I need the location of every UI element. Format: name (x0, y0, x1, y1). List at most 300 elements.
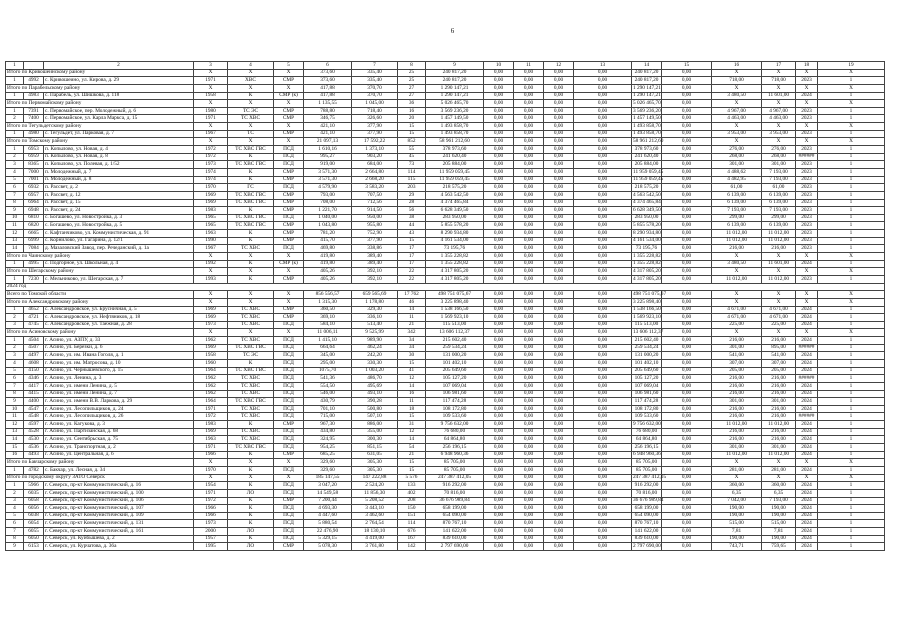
table-cell: X (228, 69, 274, 77)
table-cell: 419,80 (304, 260, 352, 268)
table-cell: 1 (818, 77, 885, 85)
table-cell: 2024 (796, 359, 818, 367)
table-cell: 4346 (24, 375, 44, 383)
table-cell: 421,10 (304, 130, 352, 138)
table-cell: X (818, 474, 885, 482)
table-cell: г. Северск, ул. Куйбышева, д. 2 (44, 535, 194, 543)
table-cell: 268,00 (762, 153, 796, 161)
table-cell: 2 797 690,00 (633, 543, 661, 550)
table-cell: 4 671,00 (712, 306, 762, 314)
table-cell: 2024 (796, 451, 818, 459)
table-cell: 546,00 (304, 390, 352, 398)
subtotal-label: Итого по Чаинскому району (6, 253, 194, 261)
table-cell: ТС ХВС ГВС (228, 222, 274, 230)
table-cell: 1 135,55 (304, 100, 352, 108)
table-cell: 839 610,00 (426, 535, 484, 543)
subtotal-label: Итого по Асиновскому району (6, 329, 194, 337)
table-cell: X (194, 298, 228, 306)
table-cell: 9 (6, 398, 24, 406)
table-cell: 0,00 (484, 268, 514, 276)
table-cell: ПСД (274, 466, 304, 474)
table-cell: СМР (274, 176, 304, 184)
table-cell: 659 565,69 (352, 291, 398, 299)
table-cell: 3 (6, 497, 24, 505)
table-cell: 240 817,20 (426, 77, 484, 85)
table-cell: 0,00 (544, 230, 574, 238)
table-cell: 0,00 (544, 69, 574, 77)
table-cell: 0,00 (544, 459, 574, 467)
table-cell: 7 (6, 382, 24, 390)
table-cell: 0,00 (662, 314, 712, 322)
table-cell: X (796, 100, 818, 108)
header-cell: 14 (632, 62, 662, 70)
table-cell: 4980 (24, 130, 44, 138)
subtotal-label: Итого по городскому округу ЗАТО Северск (6, 474, 194, 482)
table-cell: 0,00 (514, 451, 544, 459)
table-cell: 4 317 805,20 (426, 275, 484, 283)
table-cell: 658 199,00 (426, 505, 484, 513)
table-cell: 338,86 (352, 245, 398, 253)
table-cell: 1 (818, 482, 885, 490)
table-cell: 0,00 (662, 413, 712, 421)
table-cell: X (228, 291, 274, 299)
table-cell: 6035 (24, 489, 44, 497)
table-cell: 4547 (24, 405, 44, 413)
table-cell: 0,00 (544, 520, 574, 528)
table-cell: 515,00 (762, 520, 796, 528)
table-cell: 0,00 (574, 146, 632, 154)
table-cell: 9 756 632,00 (633, 420, 661, 427)
table-cell: К (228, 237, 274, 245)
table-cell: г. Асино, ул. имени Ленина, д. 5 (44, 382, 194, 390)
table-cell: 8 290 934,80 (633, 229, 661, 236)
table-cell: ПСД (274, 214, 304, 222)
table-cell: 6056 (24, 505, 44, 513)
table-cell: 0,00 (484, 512, 514, 520)
subtotal-label: Итого по Бакчарскому району (6, 459, 194, 467)
table-cell: 0,00 (484, 291, 514, 299)
table-cell: 335,40 (352, 77, 398, 85)
table-cell: 225,00 (762, 321, 796, 329)
table-cell: 11 (398, 398, 426, 406)
table-cell: 0,00 (544, 123, 574, 131)
table-cell: 150 (398, 505, 426, 513)
table-row (6, 520, 885, 528)
table-cell: 1 (818, 528, 885, 536)
table-cell: 0,00 (514, 123, 544, 131)
table-cell: 0,00 (662, 107, 712, 115)
table-cell: 17 592,22 (352, 138, 398, 146)
table-cell: ГС (228, 184, 274, 192)
table-cell: К (228, 230, 274, 238)
table-cell: 2023 (796, 176, 818, 184)
table-cell: 6055 (24, 528, 44, 536)
table-cell: X (194, 474, 228, 482)
table-cell: 3 225 898,40 (426, 298, 484, 306)
table-cell: ПСД (274, 245, 304, 253)
table-cell: 0,00 (662, 367, 712, 375)
table-cell: 115 513,00 (426, 321, 484, 329)
table-cell: 13 (6, 237, 24, 245)
table-cell: 0,00 (662, 237, 712, 245)
table-cell: 0,00 (514, 214, 544, 222)
table-cell: 0,00 (484, 428, 514, 436)
table-cell: X (762, 84, 796, 92)
table-cell: 11 012,00 (712, 275, 762, 283)
table-cell: 216,00 (712, 245, 762, 253)
table-cell: 22 476,90 (304, 528, 352, 536)
table-cell: 85 705,00 (426, 459, 484, 467)
table-cell: 0,00 (662, 115, 712, 123)
table-cell: 4 671,00 (762, 314, 796, 322)
table-cell: 0,00 (484, 222, 514, 230)
table-cell: 2023 (796, 107, 818, 115)
table-cell: 0,00 (484, 207, 514, 215)
table-cell: 1 045,00 (352, 100, 398, 108)
table-cell: 216,00 (712, 436, 762, 444)
table-row (6, 314, 885, 322)
page-number: 6 (450, 27, 455, 35)
table-cell: 11 012,00 (712, 451, 762, 459)
table-cell: ПСД (274, 375, 304, 383)
table-cell: 9 525,99 (352, 329, 398, 337)
table-cell: ТС ХВС (228, 382, 274, 390)
table-cell: 107 069,04 (426, 382, 484, 390)
table-cell: X (796, 268, 818, 276)
table-cell: 6 (6, 520, 24, 528)
table-cell: 1 (818, 153, 885, 161)
table-cell: 2024 (796, 390, 818, 398)
table-row (6, 230, 885, 238)
table-cell: 0,00 (514, 92, 544, 100)
table-cell: 0,00 (662, 168, 712, 176)
table-cell: 486,70 (352, 375, 398, 383)
table-cell: X (274, 84, 304, 92)
table-cell: X (818, 69, 885, 77)
header-cell: 6 (304, 62, 352, 70)
table-cell: 0,00 (514, 344, 544, 352)
header-cell: 12 (544, 62, 574, 70)
table-cell: 61,00 (762, 184, 796, 192)
table-cell: К (228, 260, 274, 268)
header-cell: 10 (484, 62, 514, 70)
table-cell: 6,35 (712, 489, 762, 497)
table-cell: 0,00 (574, 329, 632, 337)
table-cell: 0,00 (484, 489, 514, 497)
table-cell: 45 (398, 153, 426, 161)
table-cell: 0,00 (514, 100, 544, 108)
table-cell: 85 705,00 (632, 459, 662, 467)
table-cell: 0,00 (662, 444, 712, 452)
table-cell: 4 (6, 168, 24, 176)
header-cell: 11 (514, 62, 544, 70)
table-cell: 6948 (24, 207, 44, 215)
table-cell: 2024 (796, 543, 818, 551)
table-cell: 0,00 (574, 123, 632, 131)
table-cell: 0,00 (574, 451, 632, 459)
table-row (6, 77, 885, 85)
table-cell: 2 (6, 314, 24, 322)
table-cell: 0,00 (574, 482, 632, 490)
table-cell: 0,00 (514, 512, 544, 520)
table-cell: 1 (6, 260, 24, 268)
table-cell: 115 (398, 176, 426, 184)
table-cell: ТС ХВС ГВС (228, 199, 274, 207)
table-cell: 1 (6, 77, 24, 85)
table-cell: 0,00 (514, 390, 544, 398)
table-cell: ЛО (228, 543, 274, 551)
table-cell: 1 (818, 466, 885, 474)
table-cell: 5 (6, 176, 24, 184)
table-cell: ПСД (274, 382, 304, 390)
table-cell: 7230 (24, 275, 44, 283)
table-cell: 3 953,00 (762, 130, 796, 138)
table-cell: X (796, 291, 818, 299)
table-cell: 1 (818, 405, 885, 413)
table-cell: 17 (398, 260, 426, 268)
table-cell: 7 (6, 191, 24, 199)
table-cell: 6953 (24, 146, 44, 154)
table-cell: 967,30 (304, 421, 352, 429)
table-cell: 11 (6, 222, 24, 230)
table-cell: 0,00 (514, 275, 544, 283)
subtotal-row (6, 298, 885, 306)
table-cell: 0,00 (544, 146, 574, 154)
table-cell: 4493 (24, 451, 44, 459)
table-cell: 0,00 (544, 382, 574, 390)
table-cell: X (228, 329, 274, 337)
table-cell: 707,50 (352, 191, 398, 199)
table-cell: ТС ХВС (228, 245, 274, 253)
table-cell: 300,30 (352, 436, 398, 444)
table-cell: 1 (818, 130, 885, 138)
table-cell: X (796, 123, 818, 131)
table-cell: 0,00 (484, 367, 514, 375)
table-cell: 0,00 (484, 100, 514, 108)
table-cell: ТС ХВС ГВС (228, 214, 274, 222)
table-cell: X (194, 84, 228, 92)
table-cell: ПСД (274, 413, 304, 421)
table-cell: 8365 (24, 161, 44, 169)
table-cell: 1 493 858,70 (426, 130, 484, 138)
table-cell: 34 (398, 344, 426, 352)
table-cell: 0,00 (574, 436, 632, 444)
table-cell: 4415 (24, 390, 44, 398)
table-cell: 0,00 (574, 207, 632, 215)
table-cell: ТС ХВС (228, 306, 274, 314)
table-cell: 0,00 (574, 474, 632, 482)
table-cell: 1 003,20 (352, 367, 398, 375)
table-cell: с. Первомайское, ул. Карла Маркса, д. 15 (44, 115, 194, 123)
table-cell: г. Асино, ул. Березки, д. 6 (44, 344, 194, 352)
table-cell: X (194, 268, 228, 276)
table-cell: 0,00 (484, 421, 514, 429)
table-cell: 0,00 (662, 77, 712, 85)
table-cell: 25 (398, 69, 426, 77)
table-cell: 11 012,00 (762, 451, 796, 459)
table-cell: X (712, 253, 762, 261)
table-cell: X (712, 268, 762, 276)
table-cell: 0,00 (514, 352, 544, 360)
table-cell: 4 967,00 (762, 107, 796, 115)
table-cell: 1 (818, 543, 885, 551)
table-cell: 114 (398, 168, 426, 176)
table-cell: 0,00 (484, 543, 514, 551)
table-cell: ТС ХВС (228, 436, 274, 444)
table-row (6, 222, 885, 230)
table-cell: 4 (6, 505, 24, 513)
table-cell: 3 569 236,20 (426, 107, 484, 115)
table-cell: 2024 (796, 505, 818, 513)
header-row (6, 62, 885, 70)
table-cell: К (228, 535, 274, 543)
table-cell: с. Первомайское, пер. Молодежный, д. 6 (44, 107, 194, 115)
table-cell: 0,00 (514, 359, 544, 367)
table-cell: 0,00 (662, 214, 712, 222)
table-cell: 1965 (194, 214, 228, 222)
table-cell: ПСД (274, 390, 304, 398)
table-row (6, 161, 885, 169)
table-cell: 0,00 (662, 520, 712, 528)
table-cell: 0,00 (514, 191, 544, 199)
table-cell: СМР (274, 421, 304, 429)
table-cell: СМР (274, 275, 304, 283)
table-cell: 6665 (24, 230, 44, 238)
table-cell: X (818, 84, 885, 92)
table-cell: 15 (398, 130, 426, 138)
table-cell: 11 012,00 (762, 421, 796, 429)
table-cell: 1983 (194, 421, 228, 429)
table-cell: 6810 (24, 214, 44, 222)
table-cell: 0,00 (544, 428, 574, 436)
table-cell: 10 (6, 405, 24, 413)
table-cell: X (274, 291, 304, 299)
table-cell: 0,00 (484, 184, 514, 192)
table-cell: 0,00 (514, 253, 544, 261)
table-cell: 11 959 059,45 (633, 176, 664, 183)
table-cell: 1 (818, 344, 885, 352)
table-cell: 216,00 (762, 245, 796, 253)
table-cell: 6 139,00 (762, 191, 796, 199)
table-cell: 30 (398, 352, 426, 360)
table-cell: 259 534,24 (632, 344, 662, 352)
table-cell: 1 569 923,10 (633, 313, 661, 320)
table-cell: 4745 (24, 321, 44, 329)
table-cell: 1 (6, 130, 24, 138)
table-cell: 107 069,04 (632, 382, 662, 390)
table-cell: ТС ХВС ГВС (228, 191, 274, 199)
table-cell: 541,00 (762, 352, 796, 360)
table-cell: 0,00 (514, 497, 544, 505)
table-cell: 11 012,00 (712, 421, 762, 429)
table-cell: 0,00 (544, 268, 574, 276)
table-cell: 256 196,15 (426, 444, 484, 452)
table-cell: 1962 (194, 375, 228, 383)
table-cell: 0,00 (484, 520, 514, 528)
table-cell: К (228, 466, 274, 474)
table-row (6, 367, 885, 375)
table-cell: 2023 (796, 245, 818, 253)
table-cell: 4992 (24, 77, 44, 85)
table-cell: 1969 (194, 199, 228, 207)
table-cell: 1 (818, 245, 885, 253)
table-cell: 0,00 (544, 306, 574, 314)
table-cell: ПСД (274, 359, 304, 367)
table-cell: 34 (398, 337, 426, 345)
table-cell: 76 680,00 (632, 428, 662, 436)
table-cell: 0,00 (514, 184, 544, 192)
table-cell: 4 317 805,20 (633, 267, 661, 274)
table-cell: X (762, 268, 796, 276)
table-cell: 2023 (796, 207, 818, 215)
table-cell: 0,00 (662, 466, 712, 474)
table-cell: 2024 (796, 321, 818, 329)
table-row (6, 444, 885, 452)
table-cell: 0,00 (574, 306, 632, 314)
table-cell: 0,00 (662, 138, 712, 146)
table-cell: 0,00 (662, 230, 712, 238)
table-cell: 1 (818, 428, 885, 436)
table-cell: 3 (6, 352, 24, 360)
table-cell: 0,00 (514, 77, 544, 85)
table-cell: 0,00 (544, 474, 574, 482)
table-cell: 0,00 (514, 222, 544, 230)
table-cell: 336,10 (352, 314, 398, 322)
table-cell: 185 147,55 (304, 474, 352, 482)
table-cell: п. Рассвет, д. 15 (44, 199, 194, 207)
table-cell: 58 961 212,60 (426, 138, 484, 146)
table-cell: 0,00 (574, 444, 632, 452)
table-cell: 0,00 (662, 153, 712, 161)
table-cell: 1 (818, 146, 885, 154)
table-cell: 15 (6, 444, 24, 452)
table-cell: 1971 (194, 115, 228, 123)
table-cell: СМР (274, 77, 304, 85)
table-cell: 1 493 858,70 (633, 122, 661, 129)
table-cell: 5 026 465,70 (633, 99, 661, 106)
table-row (6, 405, 885, 413)
table-cell: СМР (274, 497, 304, 505)
subtotal-label: Итого по Первомайскому району (6, 100, 194, 108)
table-cell: 378 973,60 (426, 146, 484, 154)
table-cell: 0,00 (514, 306, 544, 314)
subtotal-row (6, 268, 885, 276)
table-cell: 0,00 (574, 115, 632, 123)
table-cell: К (228, 520, 274, 528)
table-cell: 0,00 (544, 359, 574, 367)
table-cell: 0,00 (662, 69, 712, 77)
table-cell: 6820 (24, 222, 44, 230)
header-cell: 7 (352, 62, 398, 70)
table-cell: X (274, 298, 304, 306)
table-cell: 1 (6, 275, 24, 283)
table-cell: 1 (818, 352, 885, 360)
table-cell: 2024 (796, 421, 818, 429)
table-cell: с. Парабель, ул. Шишкова, д. 118 (44, 92, 194, 100)
table-cell: 0,00 (574, 176, 632, 184)
table-cell: 1 355 228,82 (426, 253, 484, 261)
table-cell: 22 (398, 268, 426, 276)
table-cell: X (228, 123, 274, 131)
table-cell: СМР (274, 451, 304, 459)
subtotal-row (6, 123, 885, 131)
table-cell: 6959 (24, 153, 44, 161)
table-cell: ПСД (274, 352, 304, 360)
table-cell: д. Мазаловский Завод, пер. Речеданский, д. 1а (44, 245, 194, 253)
table-cell: 0,00 (662, 184, 712, 192)
table-cell: 1 (818, 107, 885, 115)
subtotal-row (6, 291, 885, 299)
